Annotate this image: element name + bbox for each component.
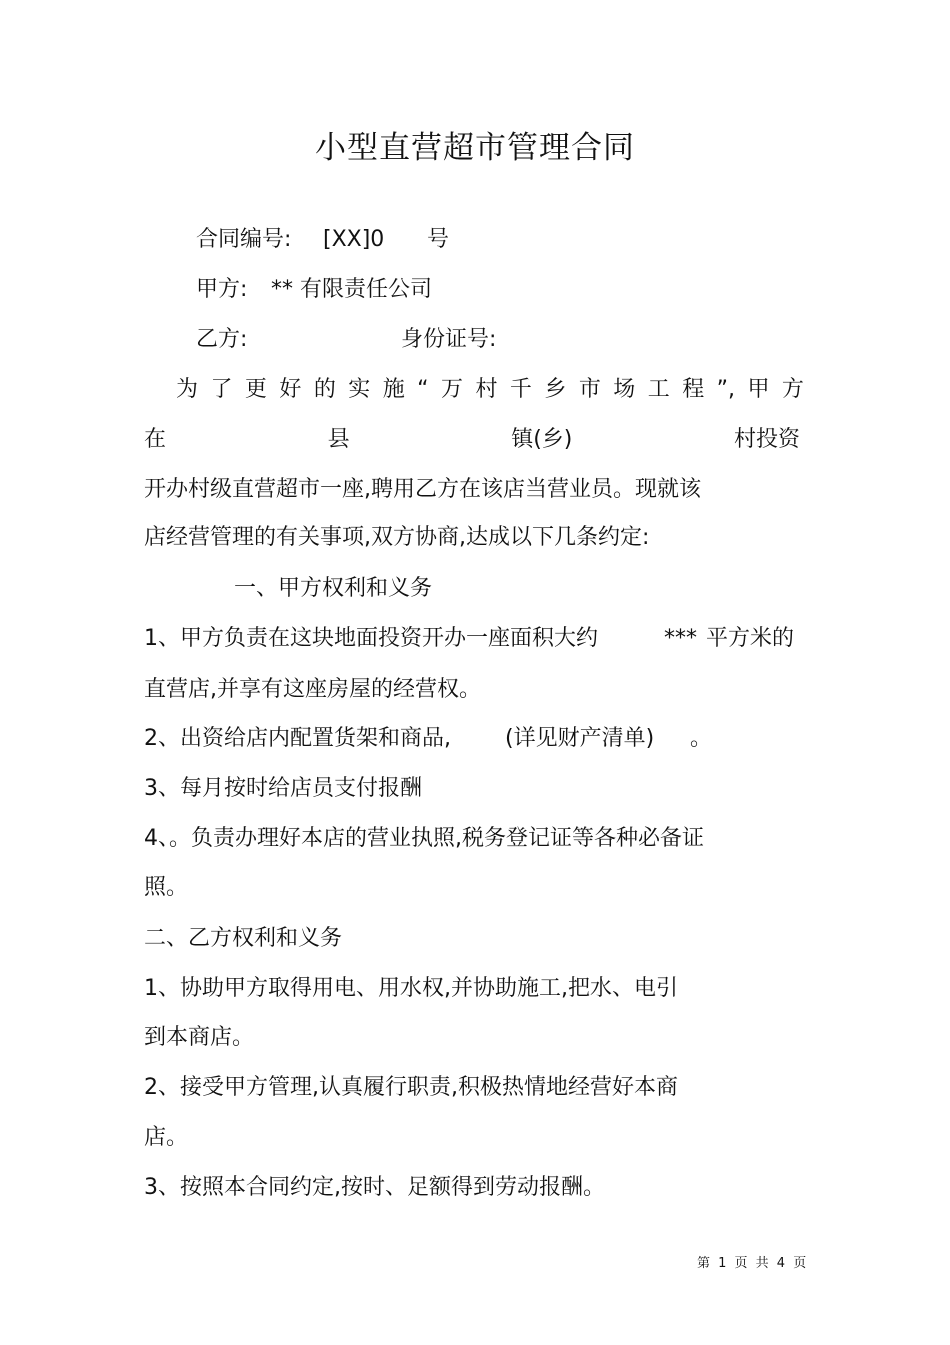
intro-word: 在 <box>144 427 167 452</box>
section-1-item-1: 1、甲方负责在这块地面投资开办一座面积大约 <box>144 626 598 651</box>
contract-number-code: [XX]0 <box>323 227 385 252</box>
intro-char: 实 <box>348 377 371 402</box>
section-2-item-2-cont: 店。 <box>144 1125 189 1150</box>
intro-char: 程 <box>682 377 705 402</box>
intro-line-2 <box>144 425 800 455</box>
intro-char: 的 <box>313 377 336 402</box>
section-1-item-2-note: (详见财产清单) <box>505 726 655 751</box>
party-b-id-label: 身份证号: <box>401 327 497 352</box>
intro-char: 万 <box>441 377 464 402</box>
section-2-item-1-cont: 到本商店。 <box>144 1025 255 1050</box>
section-1-item-1-cont: 直营店,并享有这座房屋的经营权。 <box>144 677 481 702</box>
intro-char: “ <box>417 377 429 402</box>
party-b-label: 乙方: <box>196 327 248 352</box>
intro-char: 更 <box>244 377 267 402</box>
intro-char: 千 <box>509 377 532 402</box>
intro-word: 县 <box>327 427 350 452</box>
section-2-item-1: 1、协助甲方取得用电、用水权,并协助施工,把水、电引 <box>144 976 678 1001</box>
intro-char: 乡 <box>544 377 567 402</box>
intro-char: 为 <box>176 377 199 402</box>
section-2-item-2: 2、接受甲方管理,认真履行职责,积极热情地经营好本商 <box>144 1075 678 1100</box>
contract-number-label: 合同编号: <box>196 227 292 252</box>
intro-char: ”, <box>716 377 736 402</box>
section-1-item-4-cont: 照。 <box>144 875 189 900</box>
party-a-value: ** 有限责任公司 <box>271 277 432 302</box>
intro-line-1 <box>176 375 804 405</box>
intro-line-3: 开办村级直营超市一座,聘用乙方在该店当营业员。现就该 <box>144 477 701 502</box>
intro-char: 村 <box>475 377 498 402</box>
intro-char: 甲 <box>747 377 770 402</box>
party-a-label: 甲方: <box>196 277 248 302</box>
intro-char: 好 <box>279 377 302 402</box>
section-1-item-2-end: 。 <box>690 726 713 751</box>
intro-word: 村投资 <box>733 427 800 452</box>
intro-char: 方 <box>781 377 804 402</box>
intro-char: 工 <box>647 377 670 402</box>
section-1-item-1-area: *** <box>664 626 697 651</box>
section-2-heading: 二、乙方权利和义务 <box>144 926 343 951</box>
intro-char: 市 <box>578 377 601 402</box>
intro-char: 场 <box>613 377 636 402</box>
contract-number-suffix: 号 <box>427 227 450 252</box>
document-title: 小型直营超市管理合同 <box>315 130 635 166</box>
section-1-item-2: 2、出资给店内配置货架和商品, <box>144 726 451 751</box>
section-1-heading: 一、甲方权利和义务 <box>234 576 433 601</box>
section-1-item-4: 4、。负责办理好本店的营业执照,税务登记证等各种必备证 <box>144 826 704 851</box>
intro-line-4: 店经营管理的有关事项,双方协商,达成以下几条约定: <box>144 525 650 550</box>
intro-char: 施 <box>382 377 405 402</box>
intro-char: 了 <box>210 377 233 402</box>
intro-word: 镇(乡) <box>511 427 573 452</box>
page-footer: 第 1 页 共 4 页 <box>697 1256 809 1271</box>
section-2-item-3: 3、按照本合同约定,按时、足额得到劳动报酬。 <box>144 1175 605 1200</box>
section-1-item-3: 3、每月按时给店员支付报酬 <box>144 776 422 801</box>
section-1-item-1-unit: 平方米的 <box>706 626 795 651</box>
